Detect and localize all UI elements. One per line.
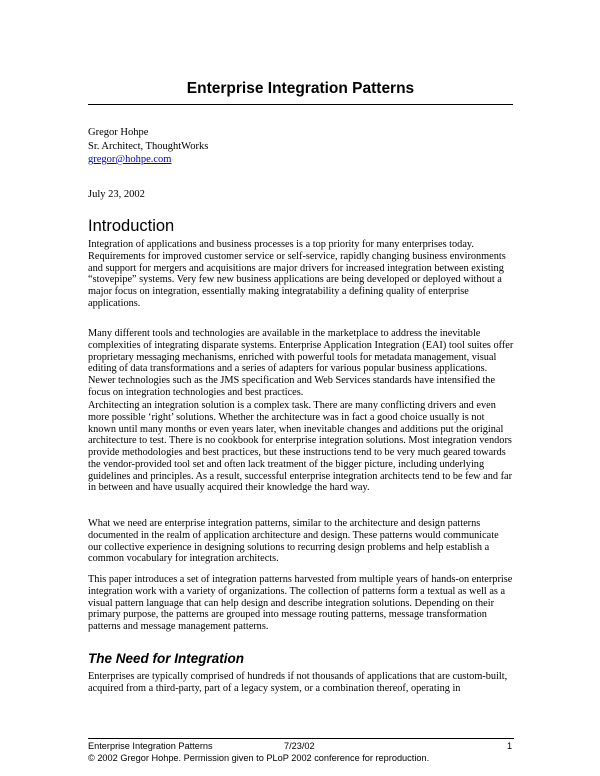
footer-divider [88, 738, 514, 739]
author-role: Sr. Architect, ThoughtWorks [88, 140, 209, 152]
paragraph: Architecting an integration solution is a complex task. There are many conflicting drivers and even more possible ‘right’ solutions. Whether the architecture was in fact a good choice usually is not known until many months or even years later, when inevitable changes and additions put the original architecture to test. There is no cookbook for enterprise integration solutions. Most integration vendors provide methodologies and best practices, but these instructions tend to be very much geared towards the vendor-provided tool set and often lack treatment of the bigger picture, including underlying guidelines and principles. As a result, successful enterprise integration architects tend to be few and far in between and have usually acquired their knowledge the hard way. [88, 400, 513, 494]
paragraph: What we need are enterprise integration patterns, similar to the architecture and design patterns documented in the realm of application architecture and design. These patterns would communicate our collective experience in designing solutions to recurring design problems and help establish a common vocabulary for integration architects. [88, 518, 499, 565]
document-date: July 23, 2002 [88, 189, 145, 200]
document-title: Enterprise Integration Patterns [186, 80, 415, 97]
paragraph: Many different tools and technologies are available in the marketplace to address the inevitable complexities of integrating disparate systems. Enterprise Application Integration (EAI) tool suites offer proprietary messaging mechanisms, enriched with powerful tools for metadata management, visual editing of data transformations and a series of adapters for various popular business applications. Newer technologies such as the JMS specification and Web Services standards have intensified the focus on integration technologies and best practices. [88, 328, 514, 398]
author-block [88, 126, 208, 167]
paragraph: Integration of applications and business processes is a top priority for many enterprises today. Requirements for improved customer service or self-service, rapidly changing business environments and support for mergers and acquisitions are major drivers for increased integration between existing “stovepipe” systems. Very few new business applications are being developed or deployed without a major focus on integration, essentially making integratability a defining quality of enterprise applications. [88, 239, 506, 309]
footer-copyright: © 2002 Gregor Hohpe. Permission given to PLoP 2002 conference for reproduction. [88, 753, 430, 763]
paragraph: This paper introduces a set of integration patterns harvested from multiple years of hands-on enterprise integration work with a variety of organizations. The collection of patterns form a textual as well as a visual pattern language that can help design and describe integration solutions. Depending on their primary purpose, the patterns are grouped into message routing patterns, message transformation patterns and message management patterns. [88, 574, 513, 632]
paragraph: Enterprises are typically comprised of hundreds if not thousands of applications that are custom-built, acquired from a third-party, part of a legacy system, or a combination thereof, operating in [88, 671, 508, 694]
footer-date: 7/23/02 [284, 741, 315, 751]
section-heading-introduction: Introduction [88, 217, 175, 235]
author-email-link[interactable]: gregor@hohpe.com [88, 154, 172, 165]
subsection-heading-need-for-integration: The Need for Integration [88, 651, 245, 666]
author-name: Gregor Hohpe [88, 127, 149, 138]
title-divider [88, 104, 513, 105]
footer-title: Enterprise Integration Patterns [88, 741, 213, 751]
footer-page-number: 1 [507, 741, 513, 751]
